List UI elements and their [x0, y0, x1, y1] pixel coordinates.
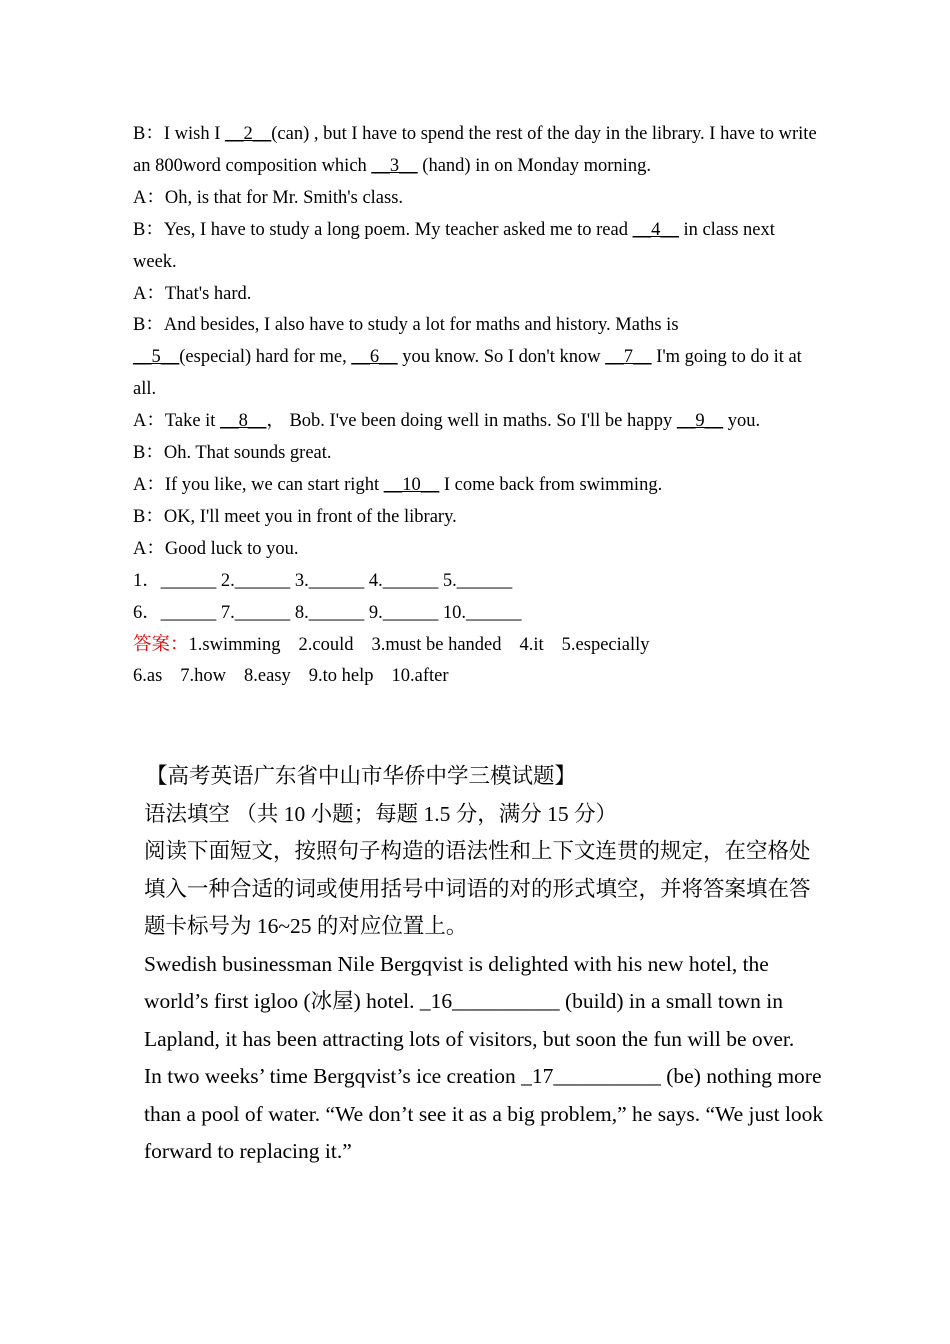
dialogue-text: (hand) in on Monday morning.: [417, 155, 651, 176]
answer-blanks-row-1: 1．______ 2.______ 3.______ 4.______ 5.______: [133, 570, 513, 591]
dialogue-text: ， Bob. I've been doing well in maths. So I'll be happy: [266, 411, 677, 432]
dialogue-line: [133, 215, 823, 279]
answer-key-row-1: [133, 630, 823, 662]
dialogue-line: [133, 119, 823, 183]
dialogue-line: A：That's hard.: [133, 283, 252, 304]
dialogue-text: you know. So I don't know: [397, 347, 606, 368]
grammar-section: [144, 758, 824, 1171]
passage-paragraph: In two weeks’ time Bergqvist’s ice creation _17__________ (be) nothing more than a pool of water. “We don’t see it as a big problem,” he says. “We just look forward to replacing it.”: [144, 1064, 824, 1163]
dialogue-text: I come back from swimming.: [439, 474, 663, 495]
blank-4: __4__: [632, 219, 679, 240]
answer-label: 答案：: [133, 634, 189, 655]
answer-blanks-row-2: 6．______ 7.______ 8.______ 9.______ 10.______: [133, 602, 522, 623]
dialogue-text: A：If you like, we can start right: [133, 474, 384, 495]
dialogue-line: B：Oh. That sounds great.: [133, 443, 332, 464]
answer-item: 6.as: [133, 666, 163, 687]
dialogue-text: B：I wish I: [133, 124, 225, 144]
answer-item: 7.how: [180, 666, 227, 687]
dialogue-line: A：Good luck to you.: [133, 538, 299, 559]
dialogue-text: write an 800word composition which: [133, 124, 817, 176]
dialogue-text: in class next week.: [133, 219, 775, 272]
dialogue-text: (especial) hard for me,: [179, 347, 352, 368]
answer-item: 2.could: [298, 634, 354, 655]
dialogue-line: B：OK, I'll meet you in front of the library.: [133, 506, 457, 527]
blank-6: __6__: [351, 347, 398, 368]
dialogue-text: A：Take it: [133, 411, 221, 432]
exam-title: 【高考英语广东省中山市华侨中学三模试题】: [146, 764, 577, 788]
dialogue-text: (can) , but I have to spend the rest of the day in the library. I have to: [271, 124, 775, 144]
blank-9: __9__: [676, 411, 724, 432]
answer-item: 8.easy: [244, 666, 291, 687]
answer-item: 4.it: [519, 634, 544, 655]
dialogue-section: [133, 119, 823, 693]
dialogue-line: B：And besides, I also have to study a lot for maths and history. Maths is: [133, 315, 679, 336]
dialogue-line: [133, 470, 823, 502]
blank-2: __2__: [225, 124, 272, 144]
blank-8: __8__: [220, 411, 267, 432]
instructions: 阅读下面短文，按照句子构造的语法性和上下文连贯的规定，在空格处填入一种合适的词或使用括号中词语的对的形式填空，并将答案填在答题卡标号为 16~25 的对应位置上。: [144, 839, 811, 938]
answer-item: 5.especially: [561, 634, 650, 655]
dialogue-text: B：Yes, I have to study a long poem. My teacher asked me to read: [133, 219, 633, 240]
blank-5: __5__: [133, 347, 180, 368]
answer-item: 3.must be handed: [371, 634, 502, 655]
passage-paragraph: Swedish businessman Nile Bergqvist is delighted with his new hotel, the world’s first igloo (冰屋) hotel. _16__________ (build) in a small town in Lapland, it has been attracting lots of visitors, but soon the fun will be over.: [144, 951, 795, 1051]
answer-item: 9.to help: [308, 666, 374, 687]
answer-key-row-2: [133, 661, 823, 693]
dialogue-text: you.: [723, 411, 761, 432]
blank-7: __7__: [605, 347, 652, 368]
blank-3: __3__: [371, 155, 418, 176]
dialogue-line: A：Oh, is that for Mr. Smith's class.: [133, 187, 404, 208]
answer-item: 10.after: [391, 666, 449, 687]
blank-10: __10__: [383, 474, 440, 495]
dialogue-line: [133, 406, 823, 438]
answer-item: 1.swimming: [188, 634, 281, 655]
dialogue-text: I'm going to do it at all.: [133, 347, 802, 400]
dialogue-line: [133, 342, 823, 406]
section-heading: 语法填空 （共 10 小题；每题 1.5 分，满分 15 分）: [144, 801, 618, 826]
